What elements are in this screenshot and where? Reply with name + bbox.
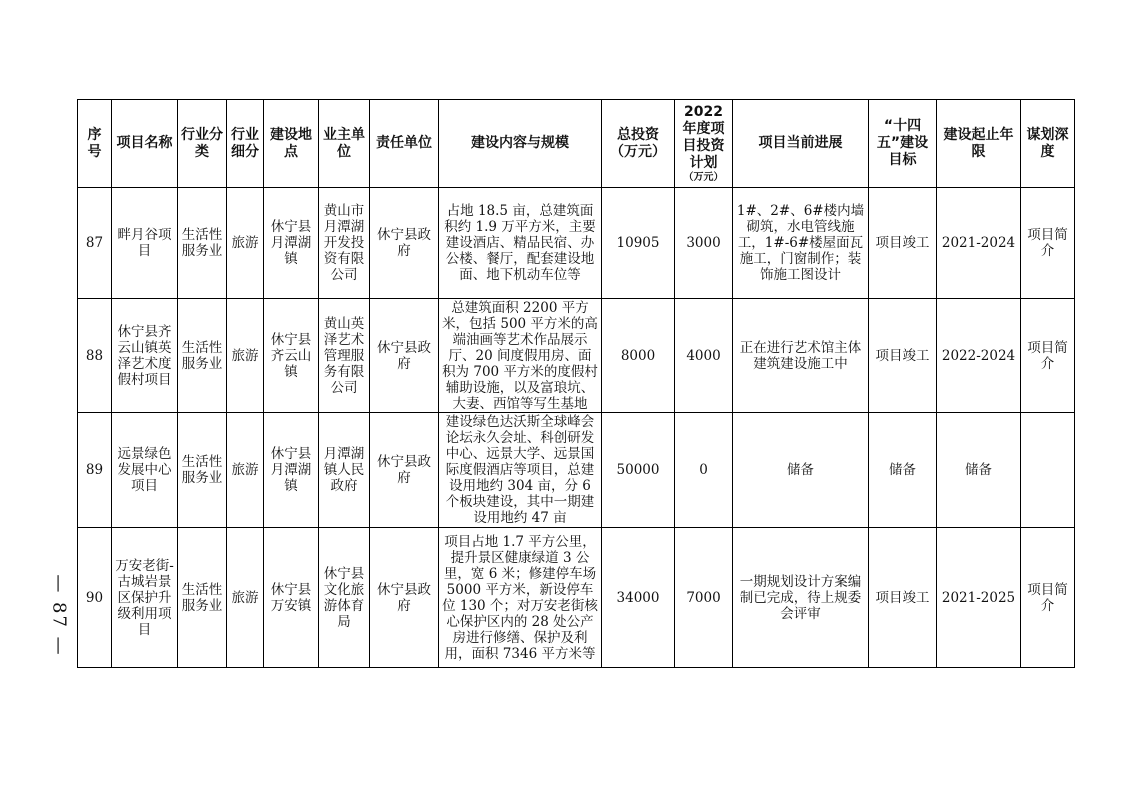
cell-target: 项目竣工	[869, 528, 937, 668]
cell-plan-2022: 7000	[675, 528, 733, 668]
cell-seq: 88	[78, 299, 112, 413]
cell-depth: 项目简介	[1021, 528, 1075, 668]
cell-period: 储备	[937, 413, 1021, 528]
table-row	[78, 188, 1075, 299]
col-plan-2022-label: 2022年度项目投资计划	[682, 103, 725, 171]
cell-total: 10905	[602, 188, 675, 299]
col-plan-2022	[675, 100, 733, 188]
cell-sub-industry: 旅游	[227, 299, 264, 413]
cell-responsible: 休宁县政府	[370, 413, 439, 528]
cell-name: 远景绿色发展中心项目	[112, 413, 178, 528]
table-row	[78, 299, 1075, 413]
cell-industry: 生活性服务业	[178, 413, 227, 528]
table-row	[78, 413, 1075, 528]
cell-plan-2022: 3000	[675, 188, 733, 299]
cell-owner: 黄山市月潭湖开发投资有限公司	[319, 188, 370, 299]
cell-industry: 生活性服务业	[178, 188, 227, 299]
cell-seq: 89	[78, 413, 112, 528]
cell-seq: 87	[78, 188, 112, 299]
cell-seq: 90	[78, 528, 112, 668]
cell-sub-industry: 旅游	[227, 528, 264, 668]
cell-content: 占地 18.5 亩，总建筑面积约 1.9 万平方米，主要建设酒店、精品民宿、办公楼、餐厅，配套建设地面、地下机动车位等	[439, 188, 602, 299]
cell-owner: 休宁县文化旅游体育局	[319, 528, 370, 668]
cell-industry: 生活性服务业	[178, 299, 227, 413]
cell-plan-2022: 0	[675, 413, 733, 528]
header-row	[78, 100, 1075, 188]
cell-owner: 月潭湖镇人民政府	[319, 413, 370, 528]
cell-responsible: 休宁县政府	[370, 299, 439, 413]
cell-depth: 项目简介	[1021, 188, 1075, 299]
cell-content: 总建筑面积 2200 平方米，包括 500 平方米的高端油画等艺术作品展示厅、20 间度假用房、面积为 700 平方米的度假村辅助设施，以及富琅坑、大妻、西馆等写生基地	[439, 299, 602, 413]
cell-content: 项目占地 1.7 平方公里，提升景区健康绿道 3 公里，宽 6 米；修建停车场 5000 平方米，新设停车位 130 个；对万安老街核心保护区内的 28 处公产房进行修缮、保护及利用，面积 7346 平方米等	[439, 528, 602, 668]
cell-target: 项目竣工	[869, 188, 937, 299]
cell-period: 2022-2024	[937, 299, 1021, 413]
projects-table	[77, 99, 1075, 668]
col-responsible: 责任单位	[370, 100, 439, 188]
cell-depth	[1021, 413, 1075, 528]
cell-total: 34000	[602, 528, 675, 668]
cell-location: 休宁县万安镇	[264, 528, 319, 668]
cell-plan-2022: 4000	[675, 299, 733, 413]
col-seq: 序号	[78, 100, 112, 188]
col-depth: 谋划深度	[1021, 100, 1075, 188]
col-target: “十四五”建设目标	[869, 100, 937, 188]
cell-sub-industry: 旅游	[227, 413, 264, 528]
col-sub-industry: 行业细分	[227, 100, 264, 188]
cell-total: 8000	[602, 299, 675, 413]
cell-name: 畔月谷项目	[112, 188, 178, 299]
col-progress: 项目当前进展	[733, 100, 869, 188]
col-industry: 行业分类	[178, 100, 227, 188]
cell-period: 2021-2024	[937, 188, 1021, 299]
cell-target: 项目竣工	[869, 299, 937, 413]
col-owner: 业主单位	[319, 100, 370, 188]
table-row	[78, 528, 1075, 668]
col-plan-2022-unit: （万元）	[683, 171, 724, 183]
col-location: 建设地点	[264, 100, 319, 188]
cell-responsible: 休宁县政府	[370, 528, 439, 668]
cell-target: 储备	[869, 413, 937, 528]
cell-progress: 正在进行艺术馆主体建筑建设施工中	[733, 299, 869, 413]
col-total: 总投资（万元）	[602, 100, 675, 188]
cell-progress: 储备	[733, 413, 869, 528]
col-content: 建设内容与规模	[439, 100, 602, 188]
cell-progress: 一期规划设计方案编制已完成，待上规委会评审	[733, 528, 869, 668]
col-name: 项目名称	[112, 100, 178, 188]
cell-sub-industry: 旅游	[227, 188, 264, 299]
cell-total: 50000	[602, 413, 675, 528]
col-period: 建设起止年限	[937, 100, 1021, 188]
cell-owner: 黄山英泽艺术管理服务有限公司	[319, 299, 370, 413]
cell-progress: 1#、2#、6#楼内墙砌筑，水电管线施工，1#-6#楼屋面瓦施工，门窗制作；装饰施工图设计	[733, 188, 869, 299]
cell-location: 休宁县月潭湖镇	[264, 413, 319, 528]
cell-depth: 项目简介	[1021, 299, 1075, 413]
page-number: — 87 —	[48, 573, 70, 657]
cell-industry: 生活性服务业	[178, 528, 227, 668]
cell-period: 2021-2025	[937, 528, 1021, 668]
cell-name: 万安老街-古城岩景区保护升级利用项目	[112, 528, 178, 668]
cell-content: 建设绿色达沃斯全球峰会论坛永久会址、科创研发中心、远景大学、远景国际度假酒店等项目，总建设用地约 304 亩，分 6 个板块建设，其中一期建设用地约 47 亩	[439, 413, 602, 528]
cell-responsible: 休宁县政府	[370, 188, 439, 299]
cell-location: 休宁县齐云山镇	[264, 299, 319, 413]
cell-name: 休宁县齐云山镇英泽艺术度假村项目	[112, 299, 178, 413]
cell-location: 休宁县月潭湖镇	[264, 188, 319, 299]
